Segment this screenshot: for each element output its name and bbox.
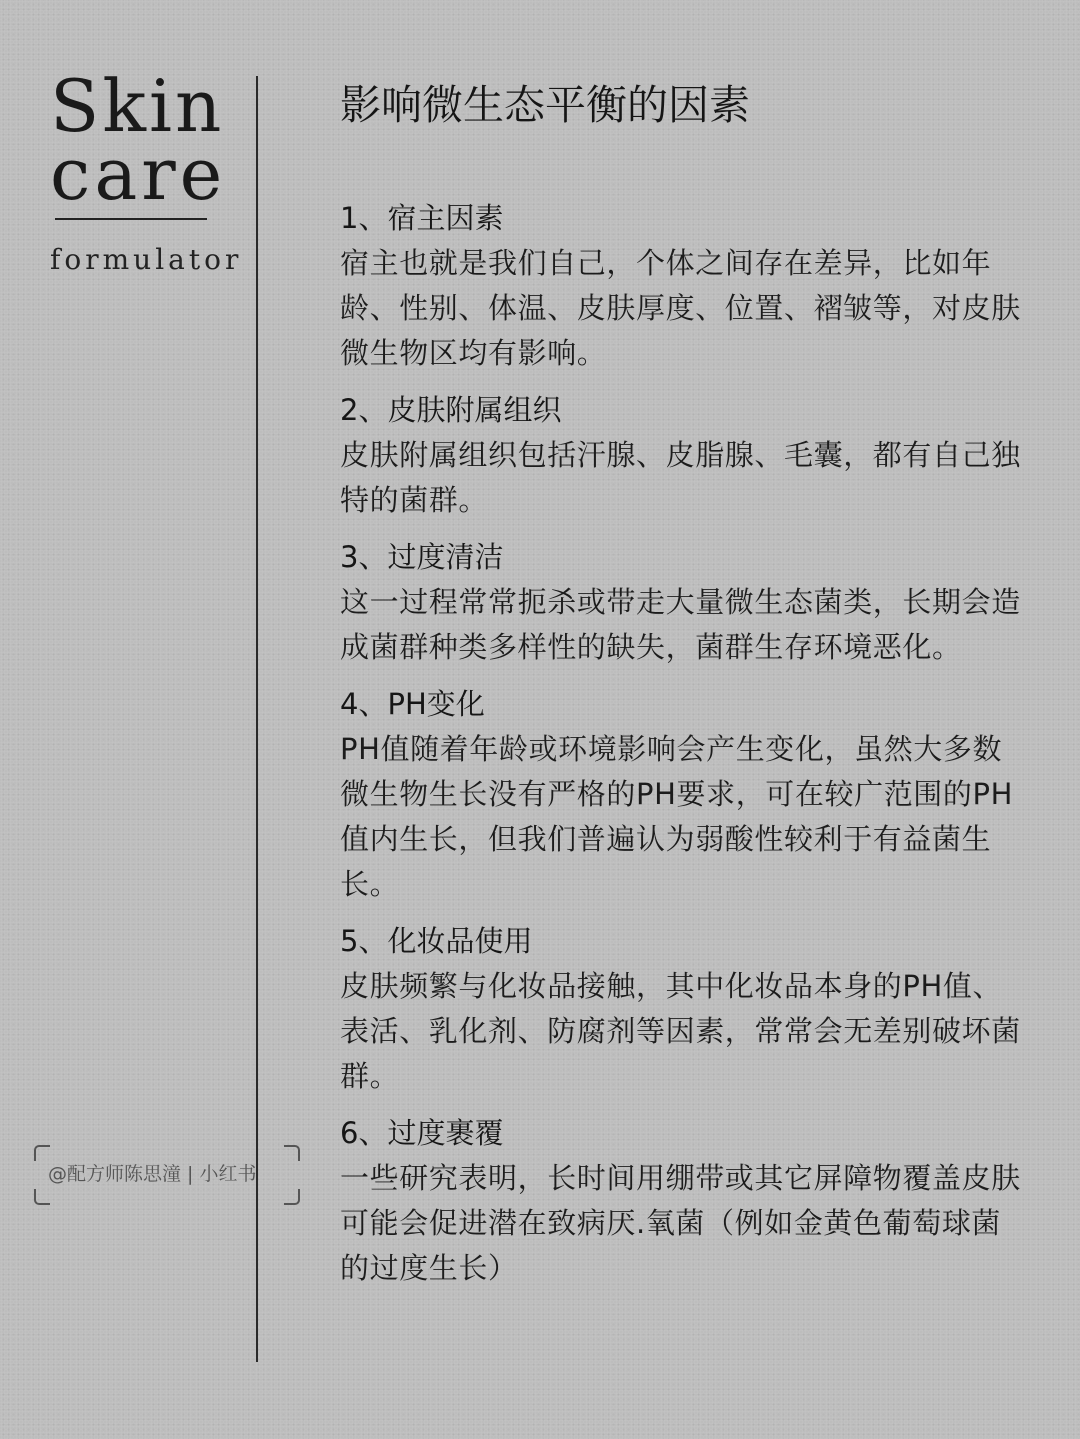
bracket-corner-icon <box>34 1189 50 1205</box>
brand-line-skin: Skin <box>50 64 225 148</box>
brand-subtitle: formulator <box>50 243 243 276</box>
section-body: 宿主也就是我们自己，个体之间存在差异，比如年龄、性别、体温、皮肤厚度、位置、褶皱等，对皮肤微生物区均有影响。 <box>340 246 1021 370</box>
section-host-factors <box>340 196 1030 376</box>
section-over-cleansing <box>340 535 1030 670</box>
section-heading: 2、皮肤附属组织 <box>340 393 562 427</box>
bracket-corner-icon <box>284 1145 300 1161</box>
bracket-corner-icon <box>34 1145 50 1161</box>
section-heading: 3、过度清洁 <box>340 540 504 574</box>
section-body: 这一过程常常扼杀或带走大量微生态菌类，长期会造成菌群种类多样性的缺失，菌群生存环境恶化。 <box>340 585 1021 664</box>
watermark <box>34 1145 300 1205</box>
section-ph-change <box>340 682 1030 907</box>
section-body: 一些研究表明，长时间用绷带或其它屏障物覆盖皮肤可能会促进潜在致病厌.氧菌（例如金黄色葡萄球菌的过度生长） <box>340 1161 1021 1285</box>
section-heading: 6、过度裹覆 <box>340 1116 504 1150</box>
page-title: 影响微生态平衡的因素 <box>340 81 750 129</box>
section-body: 皮肤附属组织包括汗腺、皮脂腺、毛囊，都有自己独特的菌群。 <box>340 438 1021 517</box>
section-skin-appendages <box>340 388 1030 523</box>
brand-line-care: care <box>50 132 227 216</box>
section-over-occlusion <box>340 1111 1030 1291</box>
section-cosmetics-use <box>340 919 1030 1099</box>
section-body: 皮肤频繁与化妆品接触，其中化妆品本身的PH值、表活、乳化剂、防腐剂等因素，常常会无差别破坏菌群。 <box>340 969 1021 1093</box>
article-content <box>340 196 1030 1303</box>
section-heading: 4、PH变化 <box>340 687 485 721</box>
section-body: PH值随着年龄或环境影响会产生变化，虽然大多数微生物生长没有严格的PH要求，可在较广范围的PH值内生长，但我们普遍认为弱酸性较利于有益菌生长。 <box>340 732 1013 901</box>
section-heading: 5、化妆品使用 <box>340 924 533 958</box>
section-heading: 1、宿主因素 <box>340 201 504 235</box>
watermark-text: @配方师陈思潼 | 小红书 <box>48 1163 257 1185</box>
brand-divider <box>55 218 207 220</box>
bracket-corner-icon <box>284 1189 300 1205</box>
